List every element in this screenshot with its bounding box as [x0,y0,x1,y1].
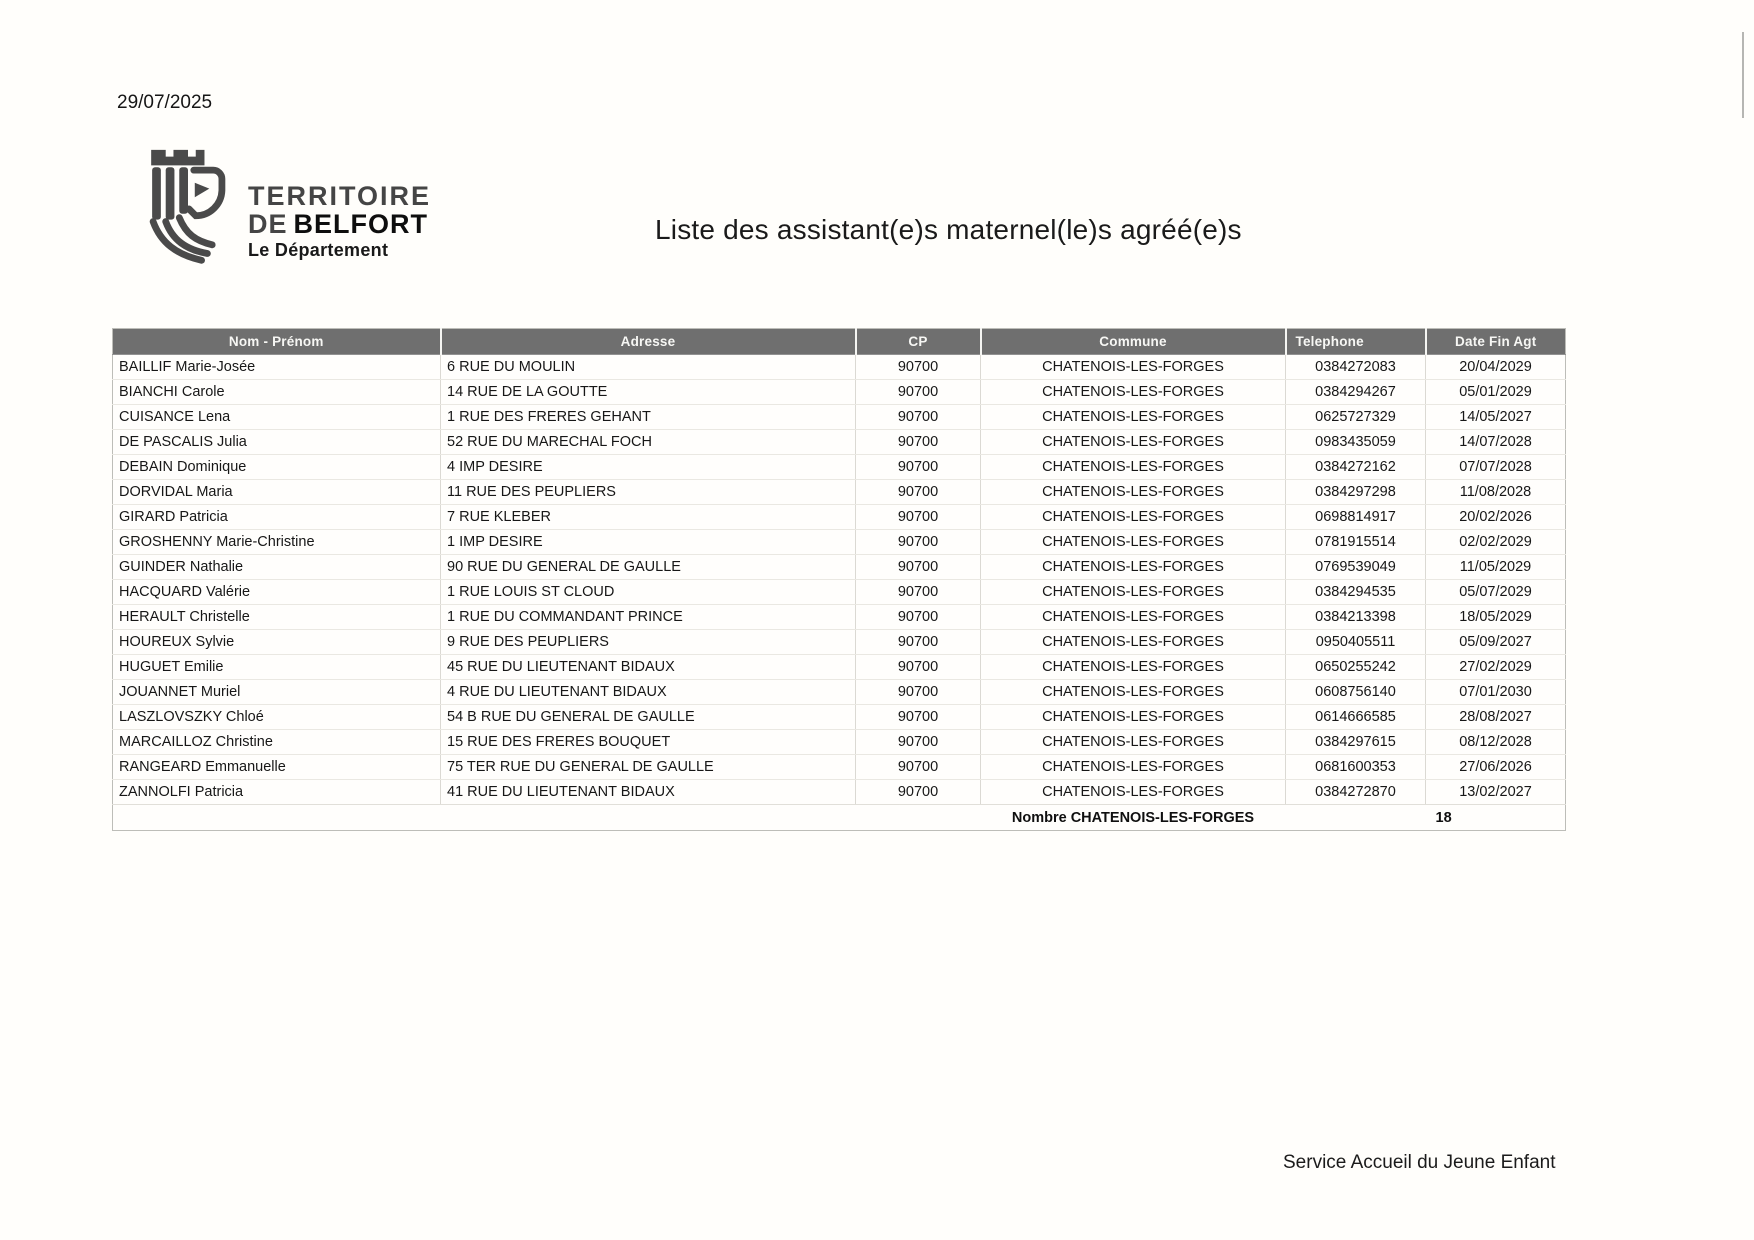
cell-cp: 90700 [856,555,981,580]
col-header-cp: CP [856,329,981,355]
cell-date-fin: 27/02/2029 [1426,655,1566,680]
cell-date-fin: 14/07/2028 [1426,430,1566,455]
cell-date-fin: 20/04/2029 [1426,355,1566,380]
cell-phone: 0384272870 [1286,780,1426,805]
cell-name: RANGEARD Emmanuelle [113,755,441,780]
cell-phone: 0384272083 [1286,355,1426,380]
cell-cp: 90700 [856,655,981,680]
cell-phone: 0769539049 [1286,555,1426,580]
cell-commune: CHATENOIS-LES-FORGES [981,580,1286,605]
cell-address: 7 RUE KLEBER [441,505,856,530]
cell-name: HERAULT Christelle [113,605,441,630]
cell-cp: 90700 [856,630,981,655]
cell-phone: 0384294535 [1286,580,1426,605]
cell-commune: CHATENOIS-LES-FORGES [981,680,1286,705]
cell-name: DE PASCALIS Julia [113,430,441,455]
cell-date-fin: 27/06/2026 [1426,755,1566,780]
cell-date-fin: 11/05/2029 [1426,555,1566,580]
total-empty-address [441,805,856,831]
cell-name: DEBAIN Dominique [113,455,441,480]
cell-name: LASZLOVSZKY Chloé [113,705,441,730]
cell-name: MARCAILLOZ Christine [113,730,441,755]
cell-address: 45 RUE DU LIEUTENANT BIDAUX [441,655,856,680]
cell-commune: CHATENOIS-LES-FORGES [981,630,1286,655]
total-count: 18 [1435,809,1452,826]
cell-address: 6 RUE DU MOULIN [441,355,856,380]
table-row [113,430,1566,455]
total-empty-name [113,805,441,831]
cell-commune: CHATENOIS-LES-FORGES [981,430,1286,455]
cell-address: 9 RUE DES PEUPLIERS [441,630,856,655]
cell-cp: 90700 [856,730,981,755]
cell-commune: CHATENOIS-LES-FORGES [981,780,1286,805]
cell-date-fin: 08/12/2028 [1426,730,1566,755]
cell-date-fin: 20/02/2026 [1426,505,1566,530]
cell-address: 4 RUE DU LIEUTENANT BIDAUX [441,680,856,705]
table-body [113,355,1566,805]
cell-name: GUINDER Nathalie [113,555,441,580]
assistants-table-wrapper [112,328,1565,831]
col-header-date-fin-agt: Date Fin Agt [1426,329,1566,355]
cell-cp: 90700 [856,505,981,530]
cell-name: HOUREUX Sylvie [113,630,441,655]
cell-phone: 0681600353 [1286,755,1426,780]
cell-date-fin: 11/08/2028 [1426,480,1566,505]
table-row [113,755,1566,780]
cell-address: 14 RUE DE LA GOUTTE [441,380,856,405]
table-row [113,705,1566,730]
cell-cp: 90700 [856,780,981,805]
cell-phone: 0650255242 [1286,655,1426,680]
cell-date-fin: 18/05/2029 [1426,605,1566,630]
cell-date-fin: 07/01/2030 [1426,680,1566,705]
cell-cp: 90700 [856,755,981,780]
cell-commune: CHATENOIS-LES-FORGES [981,455,1286,480]
table-row [113,605,1566,630]
cell-name: BAILLIF Marie-Josée [113,355,441,380]
scan-edge-artifact [1742,32,1744,118]
cell-phone: 0384297615 [1286,730,1426,755]
cell-commune: CHATENOIS-LES-FORGES [981,405,1286,430]
table-row [113,655,1566,680]
cell-commune: CHATENOIS-LES-FORGES [981,380,1286,405]
cell-address: 52 RUE DU MARECHAL FOCH [441,430,856,455]
cell-commune: CHATENOIS-LES-FORGES [981,655,1286,680]
table-row [113,380,1566,405]
cell-address: 11 RUE DES PEUPLIERS [441,480,856,505]
cell-date-fin: 05/07/2029 [1426,580,1566,605]
total-empty-cp [856,805,981,831]
cell-address: 1 IMP DESIRE [441,530,856,555]
table-row [113,355,1566,380]
cell-date-fin: 05/09/2027 [1426,630,1566,655]
table-row [113,530,1566,555]
cell-date-fin: 28/08/2027 [1426,705,1566,730]
cell-phone: 0384294267 [1286,380,1426,405]
header-row [113,329,1566,355]
cell-name: BIANCHI Carole [113,380,441,405]
cell-address: 1 RUE DU COMMANDANT PRINCE [441,605,856,630]
cell-date-fin: 05/01/2029 [1426,380,1566,405]
cell-address: 1 RUE LOUIS ST CLOUD [441,580,856,605]
cell-cp: 90700 [856,380,981,405]
cell-phone: 0950405511 [1286,630,1426,655]
cell-cp: 90700 [856,430,981,455]
print-date: 29/07/2025 [117,92,213,113]
cell-date-fin: 07/07/2028 [1426,455,1566,480]
cell-name: DORVIDAL Maria [113,480,441,505]
total-label: Nombre CHATENOIS-LES-FORGES [1011,809,1255,826]
cell-name: HUGUET Emilie [113,655,441,680]
logo-de: DE [248,209,288,240]
table-footer [113,805,1566,831]
cell-cp: 90700 [856,405,981,430]
logo-departement: Le Département [248,240,389,261]
cell-name: CUISANCE Lena [113,405,441,430]
cell-phone: 0384297298 [1286,480,1426,505]
table-header [113,329,1566,355]
cell-phone: 0614666585 [1286,705,1426,730]
total-row [113,805,1566,831]
cell-address: 41 RUE DU LIEUTENANT BIDAUX [441,780,856,805]
cell-cp: 90700 [856,480,981,505]
cell-cp: 90700 [856,605,981,630]
cell-address: 75 TER RUE DU GENERAL DE GAULLE [441,755,856,780]
total-empty-phone [1286,805,1426,831]
territoire-de-belfort-logo [138,144,431,270]
footer-service-note: Service Accueil du Jeune Enfant [1283,1152,1556,1173]
cell-commune: CHATENOIS-LES-FORGES [981,555,1286,580]
cell-name: HACQUARD Valérie [113,580,441,605]
logo-wordmark [248,144,431,260]
col-header-adresse: Adresse [441,329,856,355]
cell-name: GIRARD Patricia [113,505,441,530]
cell-address: 15 RUE DES FRERES BOUQUET [441,730,856,755]
cell-cp: 90700 [856,455,981,480]
cell-phone: 0781915514 [1286,530,1426,555]
cell-commune: CHATENOIS-LES-FORGES [981,705,1286,730]
cell-address: 4 IMP DESIRE [441,455,856,480]
col-header-commune: Commune [981,329,1286,355]
cell-address: 90 RUE DU GENERAL DE GAULLE [441,555,856,580]
cell-commune: CHATENOIS-LES-FORGES [981,355,1286,380]
cell-commune: CHATENOIS-LES-FORGES [981,755,1286,780]
table-row [113,730,1566,755]
cell-phone: 0698814917 [1286,505,1426,530]
cell-cp: 90700 [856,705,981,730]
assistants-maternelles-table [112,328,1566,831]
logo-belfort: BELFORT [293,209,429,240]
cell-commune: CHATENOIS-LES-FORGES [981,730,1286,755]
logo-de-belfort [248,210,431,238]
cell-cp: 90700 [856,680,981,705]
table-row [113,505,1566,530]
col-header-nom-prenom: Nom - Prénom [113,329,441,355]
table-row [113,455,1566,480]
cell-date-fin: 14/05/2027 [1426,405,1566,430]
table-row [113,630,1566,655]
cell-phone: 0384272162 [1286,455,1426,480]
cell-phone: 0384213398 [1286,605,1426,630]
cell-date-fin: 13/02/2027 [1426,780,1566,805]
table-row [113,580,1566,605]
cell-commune: CHATENOIS-LES-FORGES [981,505,1286,530]
cell-phone: 0608756140 [1286,680,1426,705]
cell-commune: CHATENOIS-LES-FORGES [981,480,1286,505]
cell-phone: 0625727329 [1286,405,1426,430]
cell-name: ZANNOLFI Patricia [113,780,441,805]
col-header-telephone: Telephone [1286,329,1426,355]
table-row [113,480,1566,505]
cell-commune: CHATENOIS-LES-FORGES [981,530,1286,555]
cell-date-fin: 02/02/2029 [1426,530,1566,555]
cell-name: GROSHENNY Marie-Christine [113,530,441,555]
cell-address: 1 RUE DES FRERES GEHANT [441,405,856,430]
cell-commune: CHATENOIS-LES-FORGES [981,605,1286,630]
cell-phone: 0983435059 [1286,430,1426,455]
logo-territoire: TERRITOIRE [248,181,432,211]
cell-cp: 90700 [856,530,981,555]
table-row [113,780,1566,805]
table-row [113,680,1566,705]
cell-cp: 90700 [856,355,981,380]
cell-name: JOUANNET Muriel [113,680,441,705]
table-row [113,555,1566,580]
belfort-castle-logo-icon [138,144,238,270]
cell-address: 54 B RUE DU GENERAL DE GAULLE [441,705,856,730]
document-title: Liste des assistant(e)s maternel(le)s agréé(e)s [655,214,1242,245]
cell-cp: 90700 [856,580,981,605]
table-row [113,405,1566,430]
